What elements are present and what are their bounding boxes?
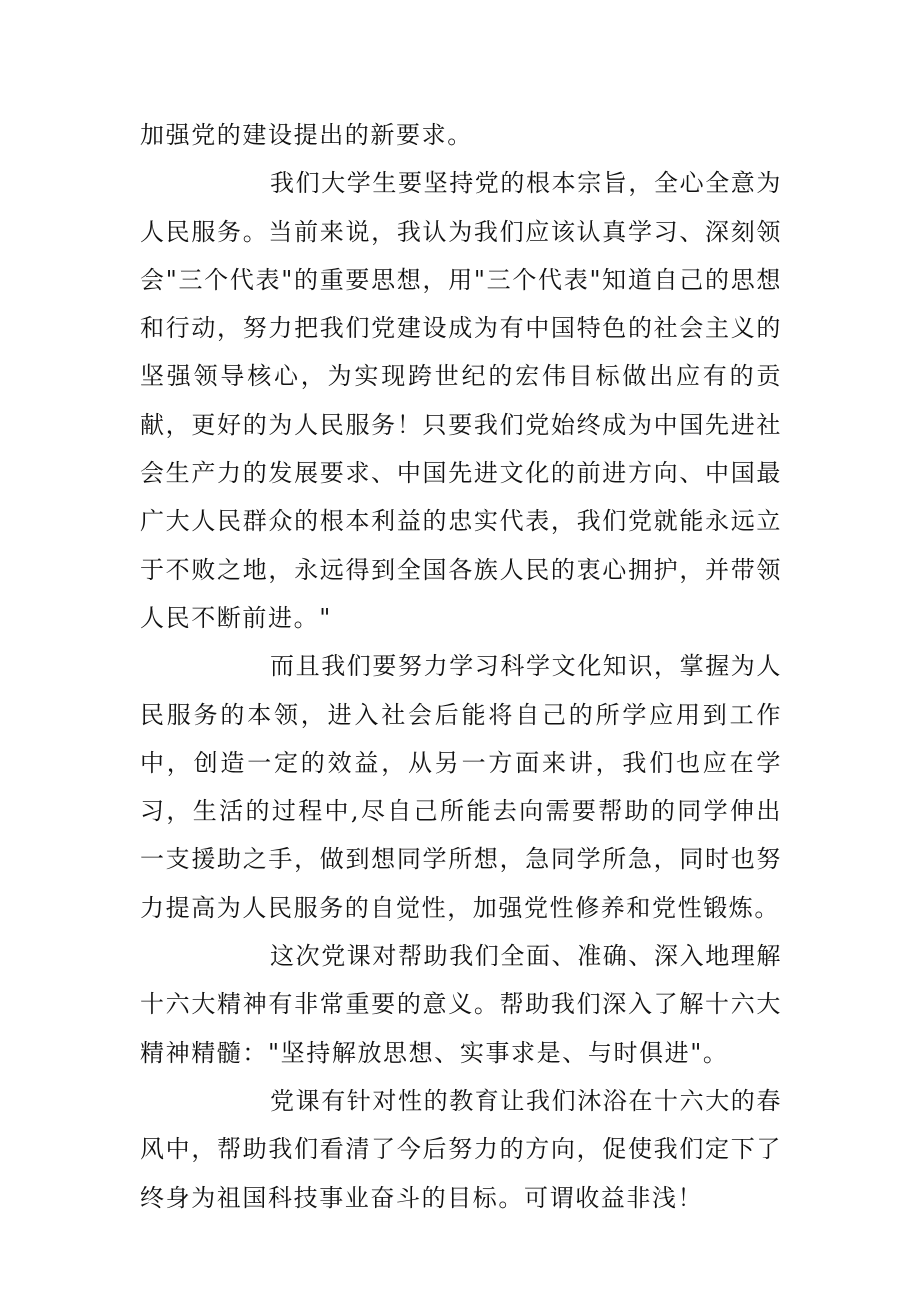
paragraph-2: 我们大学生要坚持党的根本宗旨，全心全意为人民服务。当前来说，我认为我们应该认真学习、深刻领会"三个代表"的重要思想，用"三个代表"知道自己的思想和行动，努力把我们党建设成为有中国特色的社会主义的坚强领导核心，为实现跨世纪的宏伟目标做出应有的贡献，更好的为人民服务！只要我们党始终成为中国先进社会生产力的发展要求、中国先进文化的前进方向、中国最广大人民群众的根本利益的忠实代表，我们党就能永远立于不败之地，永远得到全国各族人民的衷心拥护，并带领人民不断前进。" [140,169,782,632]
paragraph-1: 加强党的建设提出的新要求。 [140,121,473,149]
paragraph-4: 这次党课对帮助我们全面、准确、深入地理解十六大精神有非常重要的意义。帮助我们深入了解十六大精神精髓："坚持解放思想、实事求是、与时俱进"。 [140,942,782,1067]
document-body [140,111,782,1222]
paragraph-3: 而且我们要努力学习科学文化知识，掌握为人民服务的本领，进入社会后能将自己的所学应用到工作中，创造一定的效益，从另一方面来讲，我们也应在学习，生活的过程中,尽自己所能去向需要帮助的同学伸出一支援助之手，做到想同学所想，急同学所急，同时也努力提高为人民服务的自觉性，加强党性修养和党性锻炼。 [140,652,782,922]
paragraph-5: 党课有针对性的教育让我们沐浴在十六大的春风中，帮助我们看清了今后努力的方向，促使我们定下了终身为祖国科技事业奋斗的目标。可谓收益非浅！ [140,1086,782,1212]
